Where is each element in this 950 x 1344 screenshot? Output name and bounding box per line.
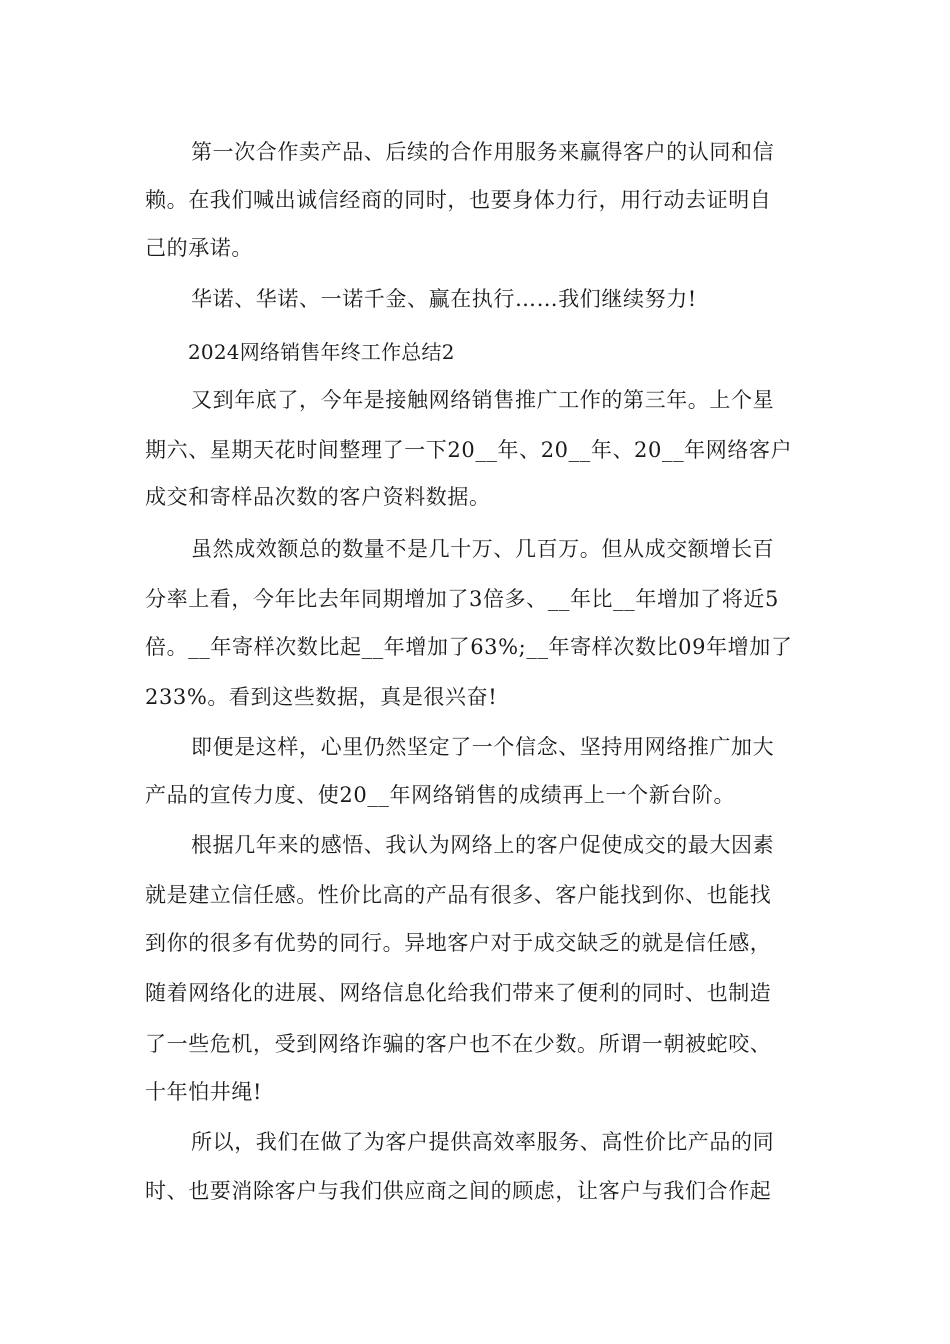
paragraph-line: 倍。__年寄样次数比起__年增加了63%;__年寄样次数比09年增加了 [145, 635, 793, 659]
paragraph-line: 时、也要消除客户与我们供应商之间的顾虑，让客户与我们合作起 [145, 1179, 772, 1203]
paragraph-line: 第一次合作卖产品、后续的合作用服务来赢得客户的认同和信 [191, 140, 775, 164]
paragraph-line: 所以，我们在做了为客户提供高效率服务、高性价比产品的同 [191, 1130, 775, 1154]
paragraph-line: 分率上看，今年比去年同期增加了3倍多、__年比__年增加了将近5 [145, 587, 779, 611]
paragraph-line: 随着网络化的进展、网络信息化给我们带来了便利的同时、也制造 [145, 981, 772, 1005]
paragraph-line: 又到年底了，今年是接触网络销售推广工作的第三年。上个星 [191, 388, 775, 412]
paragraph-line: 就是建立信任感。性价比高的产品有很多、客户能找到你、也能找 [145, 883, 772, 907]
paragraph-line: 十年怕井绳! [145, 1080, 263, 1104]
paragraph-line: 即便是这样，心里仍然坚定了一个信念、坚持用网络推广加大 [191, 735, 775, 759]
paragraph-line: 根据几年来的感悟、我认为网络上的客户促使成交的最大因素 [191, 833, 775, 857]
paragraph-line: 虽然成效额总的数量不是几十万、几百万。但从成交额增长百 [191, 537, 775, 561]
paragraph-line: 了一些危机，受到网络诈骗的客户也不在少数。所谓一朝被蛇咬、 [145, 1032, 772, 1056]
paragraph-line: 期六、星期天花时间整理了一下20__年、20__年、20__年网络客户 [145, 438, 793, 462]
paragraph-line: 产品的宣传力度、使20__年网络销售的成绩再上一个新台阶。 [145, 783, 736, 807]
section-heading: 2024网络销售年终工作总结2 [188, 340, 455, 364]
paragraph-line: 233%。看到这些数据，真是很兴奋! [145, 685, 498, 709]
paragraph-line: 赖。在我们喊出诚信经商的同时，也要身体力行，用行动去证明自 [145, 188, 772, 212]
paragraph-line: 成交和寄样品次数的客户资料数据。 [145, 485, 491, 509]
paragraph-line: 华诺、华诺、一诺千金、赢在执行……我们继续努力! [191, 287, 697, 311]
paragraph-line: 己的承诺。 [145, 236, 253, 260]
paragraph-line: 到你的很多有优势的同行。异地客户对于成交缺乏的就是信任感， [145, 931, 772, 955]
